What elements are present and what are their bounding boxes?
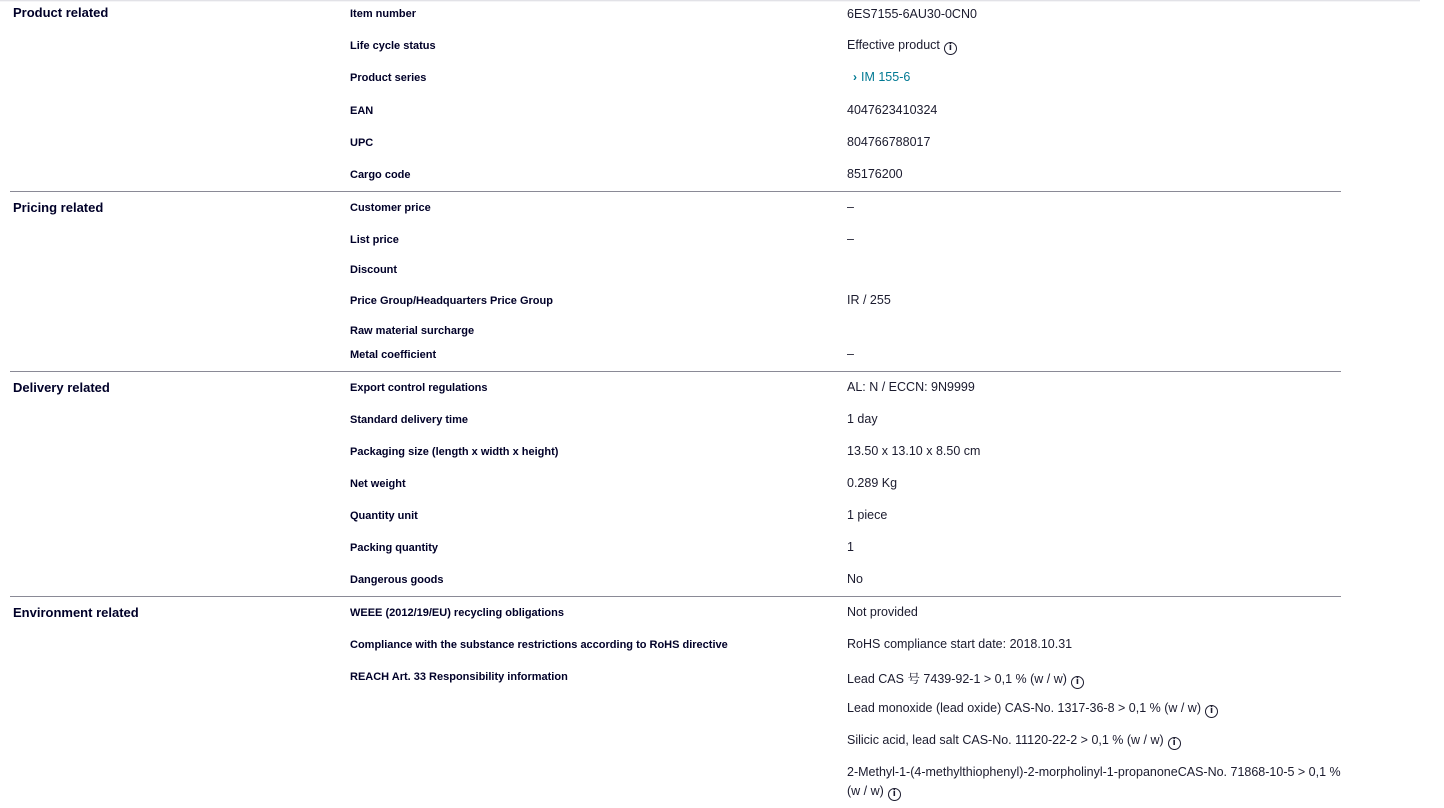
section-title-delivery: Delivery related xyxy=(13,380,110,395)
value-list-price: – xyxy=(847,232,854,246)
info-icon[interactable]: i xyxy=(888,788,901,801)
label-packaging-size: Packaging size (length x width x height) xyxy=(350,446,559,458)
label-weee: WEEE (2012/19/EU) recycling obligations xyxy=(350,607,564,619)
label-upc: UPC xyxy=(350,137,374,149)
reach-lead-text: Lead CAS 号 7439-92-1 > 0,1 % (w / w) xyxy=(847,672,1067,686)
value-dangerous-goods: No xyxy=(847,572,863,586)
divider xyxy=(10,191,1341,192)
label-dangerous-goods: Dangerous goods xyxy=(350,574,444,586)
label-metal-coefficient: Metal coefficient xyxy=(350,349,437,361)
value-reach-methyl xyxy=(847,763,1341,801)
info-icon[interactable]: i xyxy=(944,42,957,55)
value-reach-lead-monoxide xyxy=(847,701,1218,718)
value-export-control: AL: N / ECCN: 9N9999 xyxy=(847,380,975,394)
value-cargo-code: 85176200 xyxy=(847,167,903,181)
value-delivery-time: 1 day xyxy=(847,412,878,426)
label-product-series: Product series xyxy=(350,72,427,84)
top-shadow xyxy=(0,0,1420,2)
value-reach-lead xyxy=(847,669,1084,689)
label-cargo-code: Cargo code xyxy=(350,169,411,181)
section-title-environment: Environment related xyxy=(13,605,139,620)
value-net-weight: 0.289 Kg xyxy=(847,476,898,490)
value-reach-silicic-acid xyxy=(847,733,1181,750)
label-ean: EAN xyxy=(350,105,374,117)
label-net-weight: Net weight xyxy=(350,478,406,490)
value-packing-quantity: 1 xyxy=(847,540,854,554)
divider xyxy=(10,596,1341,597)
label-rohs: Compliance with the substance restrictions according to RoHS directive xyxy=(350,639,728,651)
chevron-right-icon: › xyxy=(853,70,857,84)
value-weee: Not provided xyxy=(847,605,918,619)
value-price-group: IR / 255 xyxy=(847,293,891,307)
section-title-product: Product related xyxy=(13,5,109,20)
value-life-cycle-status xyxy=(847,38,957,55)
label-discount: Discount xyxy=(350,264,398,276)
value-customer-price: – xyxy=(847,200,854,214)
value-metal-coefficient: – xyxy=(847,347,854,361)
label-quantity-unit: Quantity unit xyxy=(350,510,418,522)
label-item-number: Item number xyxy=(350,8,417,20)
product-series-link[interactable] xyxy=(847,70,910,84)
reach-methyl-text: 2-Methyl-1-(4-methylthiophenyl)-2-morpholinyl-1-propanoneCAS-No. 71868-10-5 > 0,1 % (w / w) xyxy=(847,765,1341,798)
label-price-group: Price Group/Headquarters Price Group xyxy=(350,295,553,307)
label-packing-quantity: Packing quantity xyxy=(350,542,439,554)
value-upc: 804766788017 xyxy=(847,135,931,149)
value-item-number: 6ES7155-6AU30-0CN0 xyxy=(847,7,977,21)
divider xyxy=(10,371,1341,372)
reach-lead-monoxide-text: Lead monoxide (lead oxide) CAS-No. 1317-36-8 > 0,1 % (w / w) xyxy=(847,701,1201,715)
life-cycle-text: Effective product xyxy=(847,38,940,52)
info-icon[interactable]: i xyxy=(1205,705,1218,718)
info-icon[interactable]: i xyxy=(1168,737,1181,750)
label-list-price: List price xyxy=(350,234,399,246)
value-packaging-size: 13.50 x 13.10 x 8.50 cm xyxy=(847,444,981,458)
info-icon[interactable]: i xyxy=(1071,676,1084,689)
product-series-link-text[interactable]: IM 155-6 xyxy=(861,70,911,84)
value-ean: 4047623410324 xyxy=(847,103,938,117)
reach-silicic-acid-text: Silicic acid, lead salt CAS-No. 11120-22-2 > 0,1 % (w / w) xyxy=(847,733,1164,747)
label-raw-material-surcharge: Raw material surcharge xyxy=(350,325,475,337)
label-delivery-time: Standard delivery time xyxy=(350,414,468,426)
value-rohs: RoHS compliance start date: 2018.10.31 xyxy=(847,637,1073,651)
label-customer-price: Customer price xyxy=(350,202,431,214)
section-title-pricing: Pricing related xyxy=(13,200,104,215)
label-reach: REACH Art. 33 Responsibility information xyxy=(350,671,568,683)
label-life-cycle-status: Life cycle status xyxy=(350,40,436,52)
label-export-control: Export control regulations xyxy=(350,382,488,394)
value-quantity-unit: 1 piece xyxy=(847,508,888,522)
